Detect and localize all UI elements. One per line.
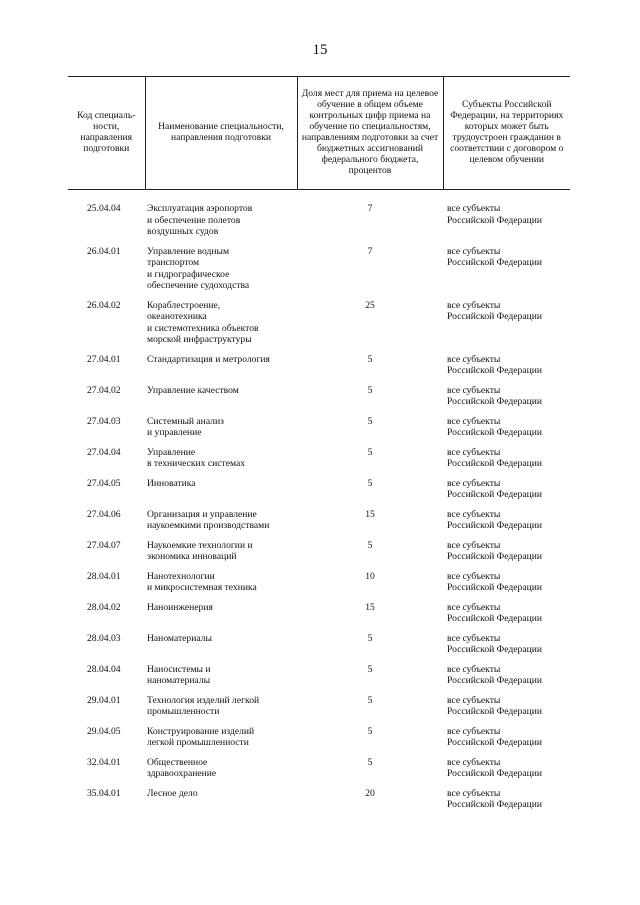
header-code: Код специаль-ности, направления подготовки: [68, 77, 145, 190]
row-share: 20: [365, 787, 375, 799]
table-row: [68, 509, 570, 540]
table-row: [68, 788, 570, 819]
row-share: 15: [365, 601, 375, 613]
row-regions: все субъекты Российской Федерации: [447, 477, 542, 500]
row-share: 5: [367, 539, 373, 551]
table-row: [68, 602, 570, 633]
row-share: 5: [367, 663, 373, 675]
row-regions: все субъекты Российской Федерации: [447, 446, 542, 469]
row-name: Наукоемкие технологии и экономика инноваций: [147, 539, 253, 562]
row-share: 5: [367, 694, 373, 706]
table-row: [68, 354, 570, 385]
row-name: Кораблестроение, океанотехника и системотехника объектов морской инфраструктуры: [147, 299, 259, 345]
row-regions: все субъекты Российской Федерации: [447, 245, 542, 268]
row-regions: все субъекты Российской Федерации: [447, 353, 542, 376]
row-name: Управление качеством: [147, 384, 239, 396]
table-row: [68, 246, 570, 300]
row-regions: все субъекты Российской Федерации: [447, 570, 542, 593]
header-share: Доля мест для приема на целевое обучение в общем объеме контрольных цифр приема на обучение по специальностям, направлениям подготовки за счет бюджетных ассигнований федерального бюджета, процентов: [297, 77, 443, 190]
row-name: Наноинженерия: [147, 601, 213, 613]
row-code: 29.04.05: [87, 725, 121, 737]
row-share: 25: [365, 299, 375, 311]
row-name: Организация и управление наукоемкими производствами: [147, 508, 270, 531]
table-row: [68, 726, 570, 757]
table-header-row: [68, 77, 570, 190]
row-share: 5: [367, 725, 373, 737]
row-code: 28.04.04: [87, 663, 121, 675]
row-regions: все субъекты Российской Федерации: [447, 384, 542, 407]
table-row: [68, 571, 570, 602]
row-name: Стандартизация и метрология: [147, 353, 270, 365]
row-code: 26.04.01: [87, 245, 121, 257]
row-regions: все субъекты Российской Федерации: [447, 415, 542, 438]
row-share: 10: [365, 570, 375, 582]
row-regions: все субъекты Российской Федерации: [447, 203, 542, 226]
row-regions: все субъекты Российской Федерации: [447, 694, 542, 717]
row-code: 28.04.01: [87, 570, 121, 582]
row-code: 25.04.04: [87, 203, 121, 214]
table-row: [68, 190, 570, 246]
row-name: Управление в технических системах: [147, 446, 246, 469]
row-regions: все субъекты Российской Федерации: [447, 787, 542, 810]
row-regions: все субъекты Российской Федерации: [447, 725, 542, 748]
row-code: 28.04.03: [87, 632, 121, 644]
table-row: [68, 416, 570, 447]
row-code: 26.04.02: [87, 299, 121, 311]
row-regions: все субъекты Российской Федерации: [447, 663, 542, 686]
row-code: 35.04.01: [87, 787, 121, 799]
table-row: [68, 633, 570, 664]
table-row: [68, 540, 570, 571]
row-name: Управление водным транспортом и гидрографическое обеспечение судоходства: [147, 245, 250, 291]
row-name: Конструирование изделий легкой промышленности: [147, 725, 255, 748]
table-row: [68, 385, 570, 416]
row-code: 27.04.05: [87, 477, 121, 489]
table-row: [68, 300, 570, 354]
row-regions: все субъекты Российской Федерации: [447, 601, 542, 624]
row-code: 27.04.04: [87, 446, 121, 458]
row-share: 5: [367, 384, 373, 396]
row-regions: все субъекты Российской Федерации: [447, 756, 542, 779]
row-share: 5: [367, 446, 373, 458]
row-name: Лесное дело: [147, 787, 198, 799]
row-code: 29.04.01: [87, 694, 121, 706]
row-code: 27.04.01: [87, 353, 121, 365]
target-training-table: [68, 76, 570, 819]
row-regions: все субъекты Российской Федерации: [447, 508, 542, 531]
header-regions: Субъекты Российской Федерации, на территориях которых может быть трудоустроен гражданин в соответствии с договором о целевом обучении: [443, 77, 570, 190]
row-name: Эксплуатация аэропортов и обеспечение полетов воздушных судов: [147, 203, 253, 237]
table-row: [68, 447, 570, 478]
table-row: [68, 695, 570, 726]
row-code: 27.04.02: [87, 384, 121, 396]
row-regions: все субъекты Российской Федерации: [447, 632, 542, 655]
row-regions: все субъекты Российской Федерации: [447, 299, 542, 322]
row-regions: все субъекты Российской Федерации: [447, 539, 542, 562]
table-row: [68, 478, 570, 509]
row-share: 5: [367, 415, 373, 427]
row-code: 27.04.07: [87, 539, 121, 551]
row-share: 7: [367, 245, 373, 257]
row-share: 5: [367, 353, 373, 365]
row-name: Общественное здравоохранение: [147, 756, 217, 779]
row-name: Технология изделий легкой промышленности: [147, 694, 260, 717]
row-share: 5: [367, 756, 373, 768]
row-name: Наноматериалы: [147, 632, 212, 644]
row-share: 5: [367, 477, 373, 489]
row-share: 7: [367, 203, 373, 214]
table-row: [68, 757, 570, 788]
page-number: 15: [312, 42, 328, 58]
row-share: 5: [367, 632, 373, 644]
row-name: Наносистемы и наноматериалы: [147, 663, 211, 686]
row-code: 32.04.01: [87, 756, 121, 768]
row-name: Системный анализ и управление: [147, 415, 224, 438]
row-name: Нанотехнологии и микросистемная техника: [147, 570, 257, 593]
row-code: 27.04.06: [87, 508, 121, 520]
table-row: [68, 664, 570, 695]
row-code: 28.04.02: [87, 601, 121, 613]
header-name: Наименование специальности, направления подготовки: [145, 77, 297, 190]
row-code: 27.04.03: [87, 415, 121, 427]
row-name: Инноватика: [147, 477, 196, 489]
row-share: 15: [365, 508, 375, 520]
